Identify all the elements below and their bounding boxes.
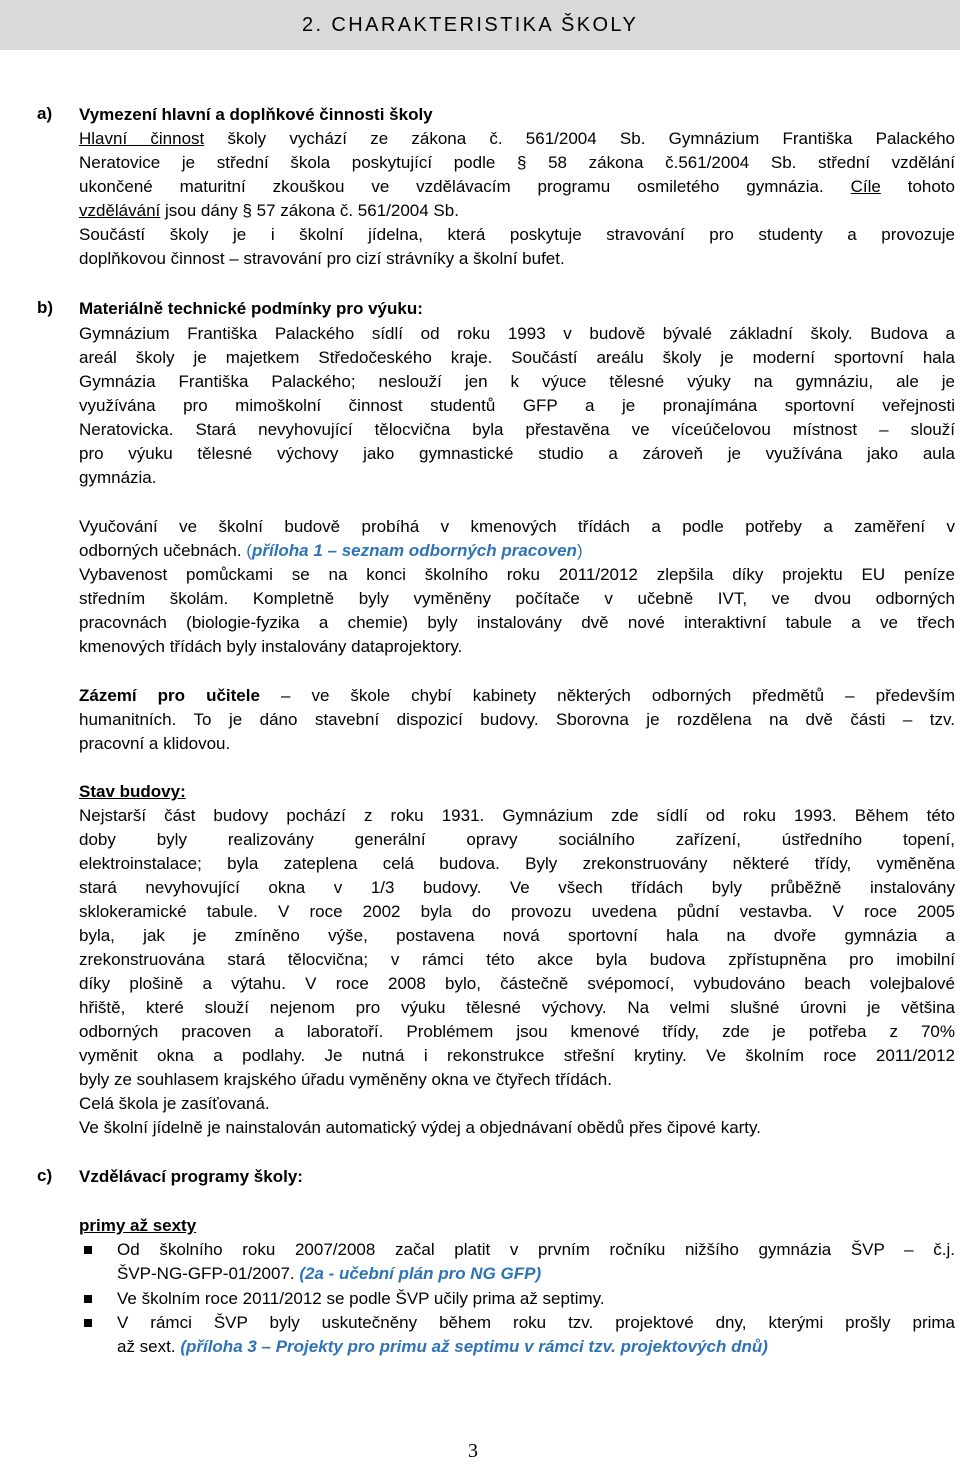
- bullet-line: [117, 1335, 955, 1359]
- page-number: 3: [468, 1440, 478, 1462]
- underlined-term: Hlavní činnost: [79, 129, 205, 148]
- section-a-line: [79, 175, 955, 199]
- section-b-line: Neratovicka. Stará nevyhovující tělocvična byla přestavěna ve víceúčelovou místnost – slouží: [79, 420, 955, 439]
- text-run: – ve škole chybí kabinety některých odborných předmětů – především: [259, 686, 955, 705]
- section-b-letter: b): [37, 298, 54, 317]
- text-run: odborných učebnách.: [79, 541, 247, 560]
- building-state-line: odborných pracoven a laboratoří. Problémem jsou kmenové třídy, zde je potřeba z 70%: [79, 1022, 955, 1041]
- page-header: [0, 0, 960, 50]
- appendix-1-link[interactable]: příloha 1 – seznam odborných pracoven: [251, 541, 577, 560]
- section-b-line: Vyučování ve školní budově probíhá v kmenových třídách a podle potřeby a zaměření v: [79, 517, 955, 536]
- bullet-line: V rámci ŠVP byly uskutečněny během roku tzv. projektové dny, kterými prošly prima: [117, 1313, 955, 1332]
- bullet-square-icon: [84, 1319, 92, 1327]
- section-c-heading: Vzdělávací programy školy:: [79, 1167, 303, 1186]
- underlined-term: Cíle: [850, 177, 881, 196]
- section-b-line: pracovní a klidovou.: [79, 734, 231, 753]
- building-state-line: doby byly realizovány generální opravy sociálního zařízení, ústředního topení,: [79, 830, 955, 849]
- section-a-letter: a): [37, 104, 53, 123]
- section-b-line: středním školám. Kompletně byly vyměněny počítače v učebně IVT, ve dvou odborných: [79, 589, 955, 608]
- bullet-square-icon: [84, 1246, 92, 1254]
- text-run: jsou dány § 57 zákona č. 561/2004 Sb.: [160, 201, 459, 220]
- section-a-line: doplňkovou činnost – stravování pro cizí strávníky a školní bufet.: [79, 249, 565, 268]
- section-a-line: Součástí školy je i školní jídelna, která poskytuje stravování pro studenty a provozuje: [79, 225, 955, 244]
- section-b-heading: Materiálně technické podmínky pro výuku:: [79, 299, 423, 318]
- section-b-line: gymnázia.: [79, 468, 157, 487]
- building-state-line: elektroinstalace; byla zateplena celá budova. Byly zrekonstruovány některé třídy, vyměněna: [79, 854, 955, 873]
- text-run: ŠVP-NG-GFP-01/2007.: [117, 1264, 300, 1283]
- building-state-line: Nejstarší část budovy pochází z roku 1931. Gymnázium zde sídlí od roku 1993. Během této: [79, 806, 955, 825]
- section-b-line: humanitních. To je dáno stavební dispozicí budovy. Sborovna je rozdělena na dvě části – tzv.: [79, 710, 955, 729]
- paren-close: ): [576, 541, 583, 560]
- bold-term: Zázemí pro učitele: [79, 686, 260, 705]
- bullet-square-icon: [84, 1295, 92, 1303]
- building-state-heading: Stav budovy:: [79, 782, 186, 801]
- section-b-line: [79, 539, 955, 563]
- chapter-title: 2. CHARAKTERISTIKA ŠKOLY: [302, 14, 639, 36]
- section-a-heading: Vymezení hlavní a doplňkové činnosti školy: [79, 105, 433, 124]
- section-b-line: pro výuku tělesné výchovy jako gymnastické studio a zároveň je využívána jako aula: [79, 444, 955, 463]
- building-state-line: byla, jak je zmíněno výše, postavena nová sportovní hala na dvoře gymnázia a: [79, 926, 955, 945]
- section-b-line: využívána pro mimoškolní činnost studentů GFP a je pronajímána sportovní veřejnosti: [79, 396, 955, 415]
- text-run: tohoto: [880, 177, 955, 196]
- section-b-line: Gymnázium Františka Palackého sídlí od roku 1993 v budově bývalé základní školy. Budova a: [79, 324, 955, 343]
- section-c-letter: c): [37, 1166, 53, 1185]
- appendix-2a-link[interactable]: (2a - učební plán pro NG GFP): [299, 1264, 542, 1283]
- text-run: ukončené maturitní zkouškou ve vzdělávacím programu osmiletého gymnázia.: [79, 177, 851, 196]
- section-b-line: Vybavenost pomůckami se na konci školního roku 2011/2012 zlepšila díky projektu EU peníze: [79, 565, 955, 584]
- canteen-note: Ve školní jídelně je nainstalován automatický výdej a objednávaní obědů přes čipové karty.: [79, 1118, 761, 1137]
- network-note: Celá škola je zasíťovaná.: [79, 1094, 270, 1113]
- section-a-line: [79, 127, 955, 151]
- text-run: až sext.: [117, 1337, 181, 1356]
- section-b-line: pracovnách (biologie-fyzika a chemie) byly instalovány dvě nové interaktivní tabule a ve třech: [79, 613, 955, 632]
- section-b-line: areál školy je majetkem Středočeského kraje. Součástí areálu školy je moderní sportovní hala: [79, 348, 955, 367]
- building-state-line: vyměnit okna a podlahy. Je nutná i rekonstrukce střešní krytiny. Ve školním roce 2011/2012: [79, 1046, 955, 1065]
- section-a-line: Neratovice je střední škola poskytující podle § 58 zákona č.561/2004 Sb. střední vzdělání: [79, 153, 955, 172]
- building-state-line: hřiště, které slouží nejenom pro výuku tělesné výchovy. Na velmi slušné úrovni je většina: [79, 998, 955, 1017]
- paren-open: (: [246, 541, 252, 560]
- bullet-line: Ve školním roce 2011/2012 se podle ŠVP učily prima až septimy.: [117, 1289, 605, 1308]
- text-run: školy vychází ze zákona č. 561/2004 Sb. Gymnázium Františka Palackého: [204, 129, 955, 148]
- programs-subheading: primy až sexty: [79, 1216, 197, 1235]
- section-b-line: Gymnázia Františka Palackého; neslouží jen k výuce tělesné výuky na gymnáziu, ale je: [79, 372, 955, 391]
- bullet-line: [117, 1262, 955, 1286]
- section-a-line: [79, 199, 955, 223]
- building-state-line: díky plošině a výtahu. V roce 2008 bylo, částečně svépomocí, vybudováno beach volejbalové: [79, 974, 955, 993]
- building-state-line: zrekonstruována stará tělocvična; v rámci této akce byla budova zpřístupněna pro imobilní: [79, 950, 955, 969]
- underlined-term: vzdělávání: [79, 201, 161, 220]
- section-b-line: [79, 684, 955, 708]
- building-state-line: sklokeramické tabule. V roce 2002 byla do provozu uvedena půdní vestavba. V roce 2005: [79, 902, 955, 921]
- appendix-3-link[interactable]: (příloha 3 – Projekty pro primu až septimu v rámci tzv. projektových dnů): [180, 1337, 768, 1356]
- building-state-line: byly ze souhlasem krajského úřadu vyměněny okna ve čtyřech třídách.: [79, 1070, 612, 1089]
- building-state-line: stará nevyhovující okna v 1/3 budovy. Ve všech třídách byly průběžně instalovány: [79, 878, 955, 897]
- section-b-line: kmenových třídách byly instalovány dataprojektory.: [79, 637, 463, 656]
- bullet-line: Od školního roku 2007/2008 začal platit v prvním ročníku nižšího gymnázia ŠVP – č.j.: [117, 1240, 955, 1259]
